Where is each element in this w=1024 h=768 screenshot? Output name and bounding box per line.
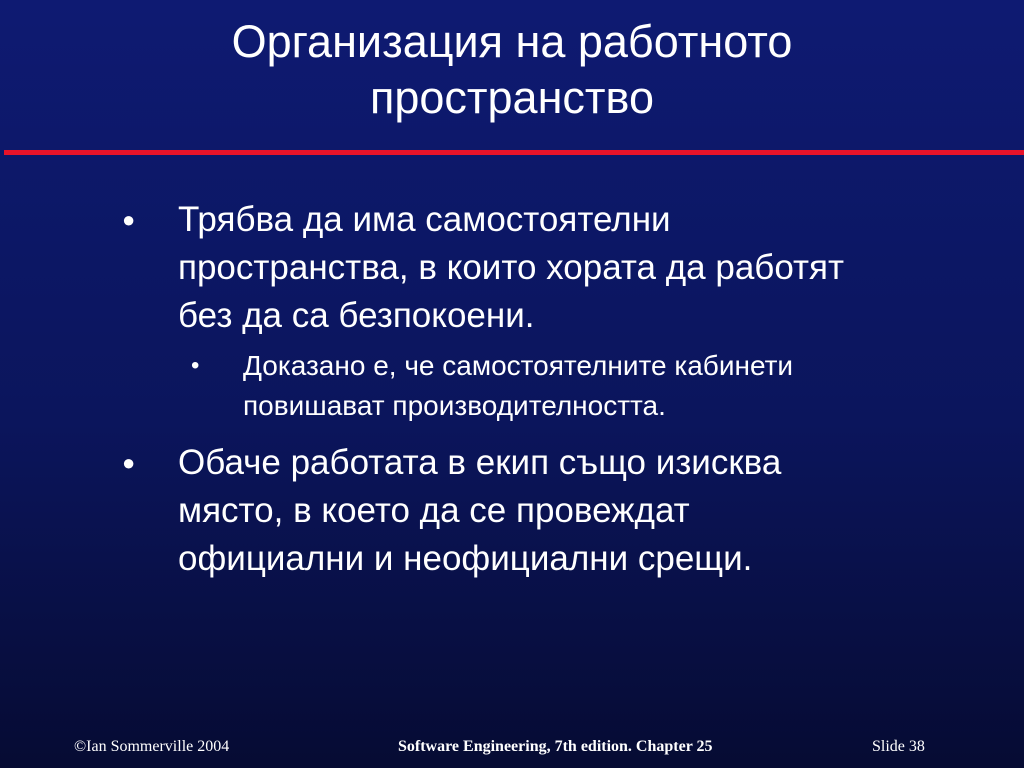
sub-bullet-1-line-2: повишават производителността. xyxy=(243,390,666,421)
footer-book-title: Software Engineering, 7th edition. Chapter 25 xyxy=(398,738,713,755)
bullet-2-line-1: Обаче работата в екип също изисква xyxy=(178,443,782,482)
sub-bullet-marker-icon: • xyxy=(191,352,200,379)
bullet-1-line-3: без да са безпокоени. xyxy=(178,296,535,335)
bullet-1-line-1: Трябва да има самостоятелни xyxy=(178,200,671,239)
slide-title-line-1: Организация на работното xyxy=(231,16,793,67)
bullet-2-line-3: официални и неофициални срещи. xyxy=(178,539,753,578)
footer-copyright: ©Ian Sommerville 2004 xyxy=(74,738,230,755)
bullet-marker-icon: ● xyxy=(122,207,136,232)
title-divider xyxy=(4,150,1024,155)
sub-bullet-1-line-1: Доказано е, че самостоятелните кабинети xyxy=(243,350,794,381)
bullet-marker-icon: ● xyxy=(122,450,136,475)
slide-title xyxy=(0,14,1024,126)
bullet-1-line-2: пространства, в които хората да работят xyxy=(178,248,845,287)
footer-slide-number: Slide 38 xyxy=(872,738,925,755)
bullet-item-1 xyxy=(122,196,958,340)
slide-title-line-2: пространство xyxy=(370,72,654,123)
bullet-item-2 xyxy=(122,439,958,583)
sub-bullet-item-1 xyxy=(191,346,963,426)
bullet-2-line-2: място, в което да се провеждат xyxy=(178,491,690,530)
